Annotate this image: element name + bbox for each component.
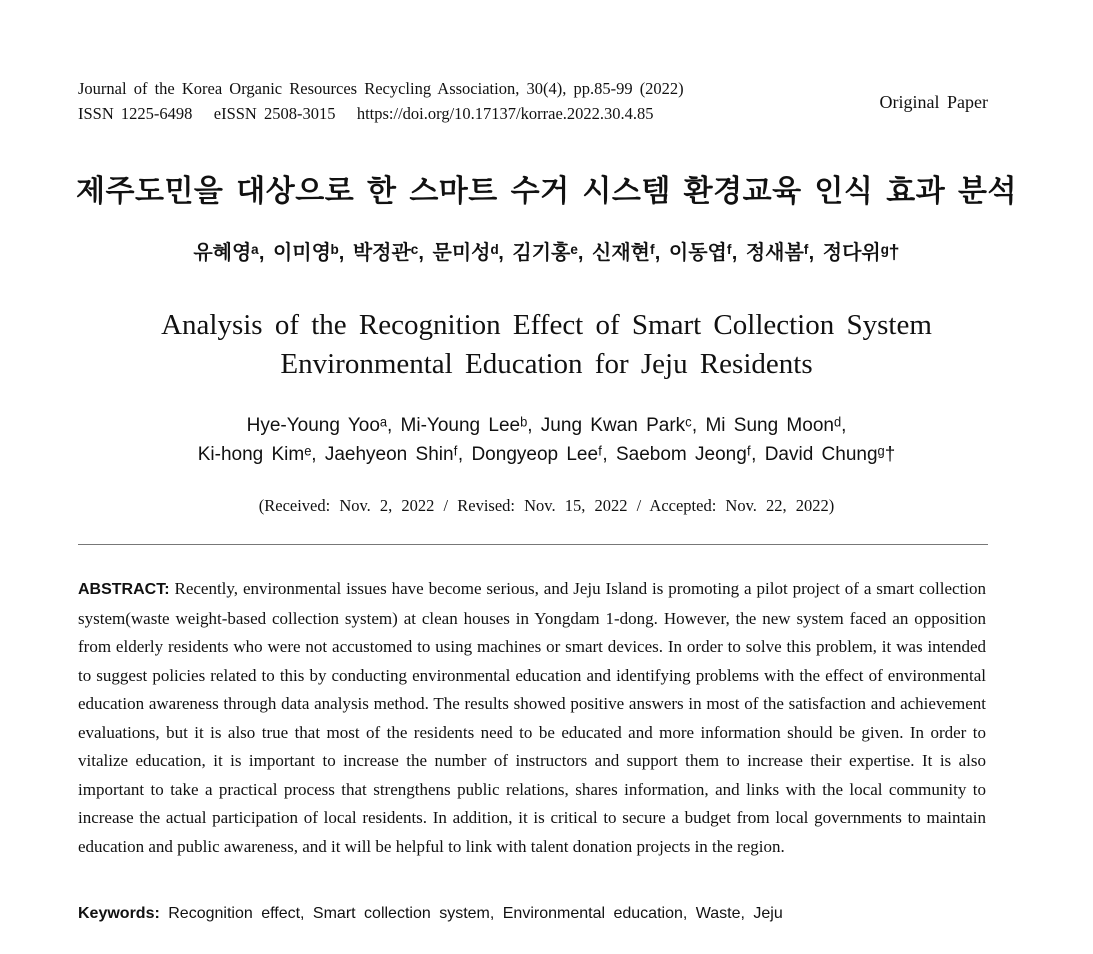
paper-type-label: Original Paper (879, 92, 988, 112)
keywords (78, 905, 986, 923)
english-authors-line-1: Hye-Young Yooᵃ, Mi-Young Leeᵇ, Jung Kwan Parkᶜ, Mi Sung Moonᵈ, (246, 415, 847, 436)
section-divider (78, 544, 988, 545)
abstract-text: Recently, environmental issues have become serious, and Jeju Island is promoting a pilot project of a smart collection system(waste weight-based collection system) at clean houses in Yongdam 1-dong. However, the new system faced an opposition from elderly residents who were not accustomed to using machines or smart devices. In order to solve this problem, it was intended to suggest policies related to this by conducting environmental education and identifying problems with the effect of environmental education awareness through data analysis method. The results showed positive answers in most of the satisfaction and achievement evaluations, but it is also true that most of the residents need to be educated and more information should be given. In order to vitalize education, it is important to increase the number of instructors and support them to increase their expertise. It is also important to take a practical process that strengthens public relations, shares information, and links with the local community to increase the actual participation of local residents. In addition, it is critical to secure a budget from local governments to maintain education and public awareness, and it will be helpful to link with talent donation projects in the region. (78, 579, 987, 856)
english-title-line-1: Analysis of the Recognition Effect of Smart Collection System (161, 309, 932, 341)
korean-authors: 유혜영ᵃ, 이미영ᵇ, 박정관ᶜ, 문미성ᵈ, 김기홍ᵉ, 신재현ᶠ, 이동엽ᶠ, 정새봄ᶠ, 정다위ᵍ† (193, 242, 900, 264)
journal-citation: Journal of the Korea Organic Resources Recycling Association, 30(4), pp.85-99 (2022) (78, 79, 684, 98)
keywords-text: Recognition effect, Smart collection system, Environmental education, Waste, Jeju (168, 905, 783, 922)
issn-doi-line: ISSN 1225-6498 eISSN 2508-3015 https://doi.org/10.17137/korrae.2022.30.4.85 (78, 104, 654, 123)
english-authors-line-2: Ki-hong Kimᵉ, Jaehyeon Shinᶠ, Dongyeop Leeᶠ, Saebom Jeongᶠ, David Chungᵍ† (197, 444, 896, 465)
abstract (78, 575, 986, 861)
korean-title: 제주도민을 대상으로 한 스마트 수거 시스템 환경교육 인식 효과 분석 (76, 175, 1017, 208)
english-authors (0, 411, 1093, 469)
submission-dates: (Received: Nov. 2, 2022 / Revised: Nov. 15, 2022 / Accepted: Nov. 22, 2022) (258, 496, 835, 515)
abstract-label: ABSTRACT: (78, 581, 170, 598)
english-title-line-2: Environmental Education for Jeju Residents (280, 348, 813, 380)
english-title (0, 306, 1093, 384)
keywords-label: Keywords: (78, 905, 160, 922)
journal-header (78, 76, 988, 126)
